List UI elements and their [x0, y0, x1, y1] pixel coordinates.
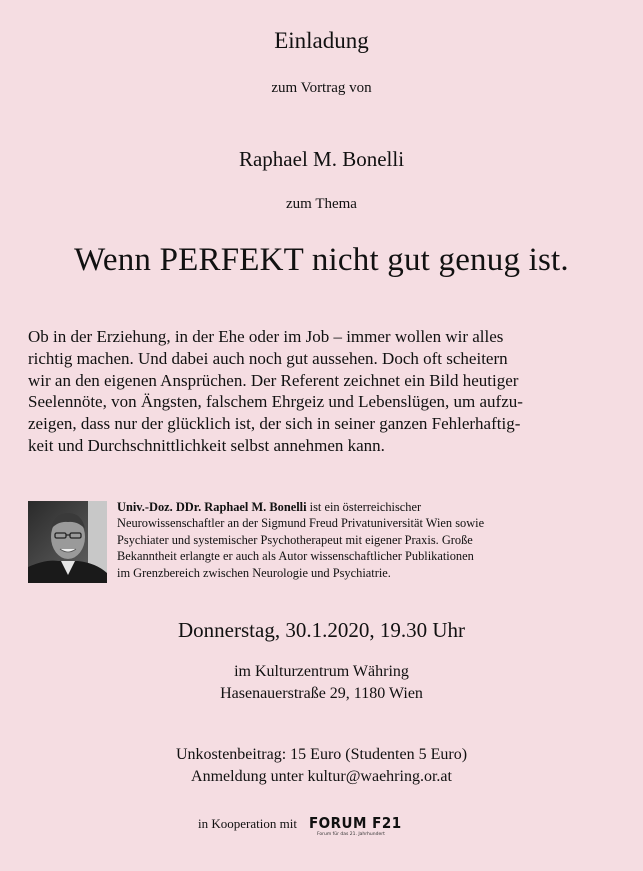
- speaker-photo: [28, 501, 107, 583]
- topic-subtitle: zum Thema: [286, 196, 357, 212]
- talk-subtitle: zum Vortrag von: [271, 80, 372, 96]
- intro-line: zeigen, dass nur der glücklich ist, der sich in seiner ganzen Fehlerhaftig-: [28, 414, 521, 434]
- intro-line: keit und Durchschnittlichkeit selbst annehmen kann.: [28, 435, 385, 455]
- talk-headline: Wenn PERFEKT nicht gut genug ist.: [74, 242, 569, 278]
- intro-line: richtig machen. Und dabei auch noch gut aussehen. Doch oft scheitern: [28, 348, 508, 368]
- intro-line: Ob in der Erziehung, in der Ehe oder im Job – immer wollen wir alles: [28, 327, 504, 346]
- logo-text: FORUM F21: [308, 814, 402, 832]
- intro-line: Seelennöte, von Ängsten, falschem Ehrgeiz und Lebenslügen, um aufzu-: [28, 392, 523, 412]
- bio-name: Univ.-Doz. DDr. Raphael M. Bonelli: [117, 500, 307, 514]
- event-date: Donnerstag, 30.1.2020, 19.30 Uhr: [178, 618, 465, 642]
- intro-line: wir an den eigenen Ansprüchen. Der Referent zeichnet ein Bild heutiger: [28, 370, 519, 390]
- invitation-title: Einladung: [274, 28, 369, 53]
- bio-line: Psychiater und systemischer Psychotherapeut mit eigener Praxis. Große: [117, 532, 473, 547]
- venue-name: im Kulturzentrum Währing: [234, 663, 409, 680]
- bio-line: [117, 499, 617, 515]
- bio-line: im Grenzbereich zwischen Neurologie und Psychiatrie.: [117, 565, 391, 580]
- cooperation-label: in Kooperation mit: [198, 816, 297, 831]
- forum-f21-logo: [308, 814, 402, 840]
- speaker-name: Raphael M. Bonelli: [238, 147, 405, 171]
- cooperation-line: [198, 814, 402, 840]
- logo-tagline: Forum für das 21. Jahrhundert: [316, 832, 385, 837]
- speaker-bio: [117, 499, 617, 581]
- intro-paragraph: [28, 326, 558, 457]
- bio-line: Neurowissenschaftler an der Sigmund Freud Privatuniversität Wien sowie: [117, 516, 485, 531]
- registration-info: Anmeldung unter kultur@waehring.or.at: [191, 768, 452, 785]
- fee-info: Unkostenbeitrag: 15 Euro (Studenten 5 Euro): [175, 746, 468, 763]
- bio-line-rest: ist ein österreichischer: [306, 500, 422, 514]
- bio-line: Bekanntheit erlangte er auch als Autor wissenschaftlicher Publikationen: [117, 549, 474, 564]
- venue-address: Hasenauerstraße 29, 1180 Wien: [220, 685, 423, 702]
